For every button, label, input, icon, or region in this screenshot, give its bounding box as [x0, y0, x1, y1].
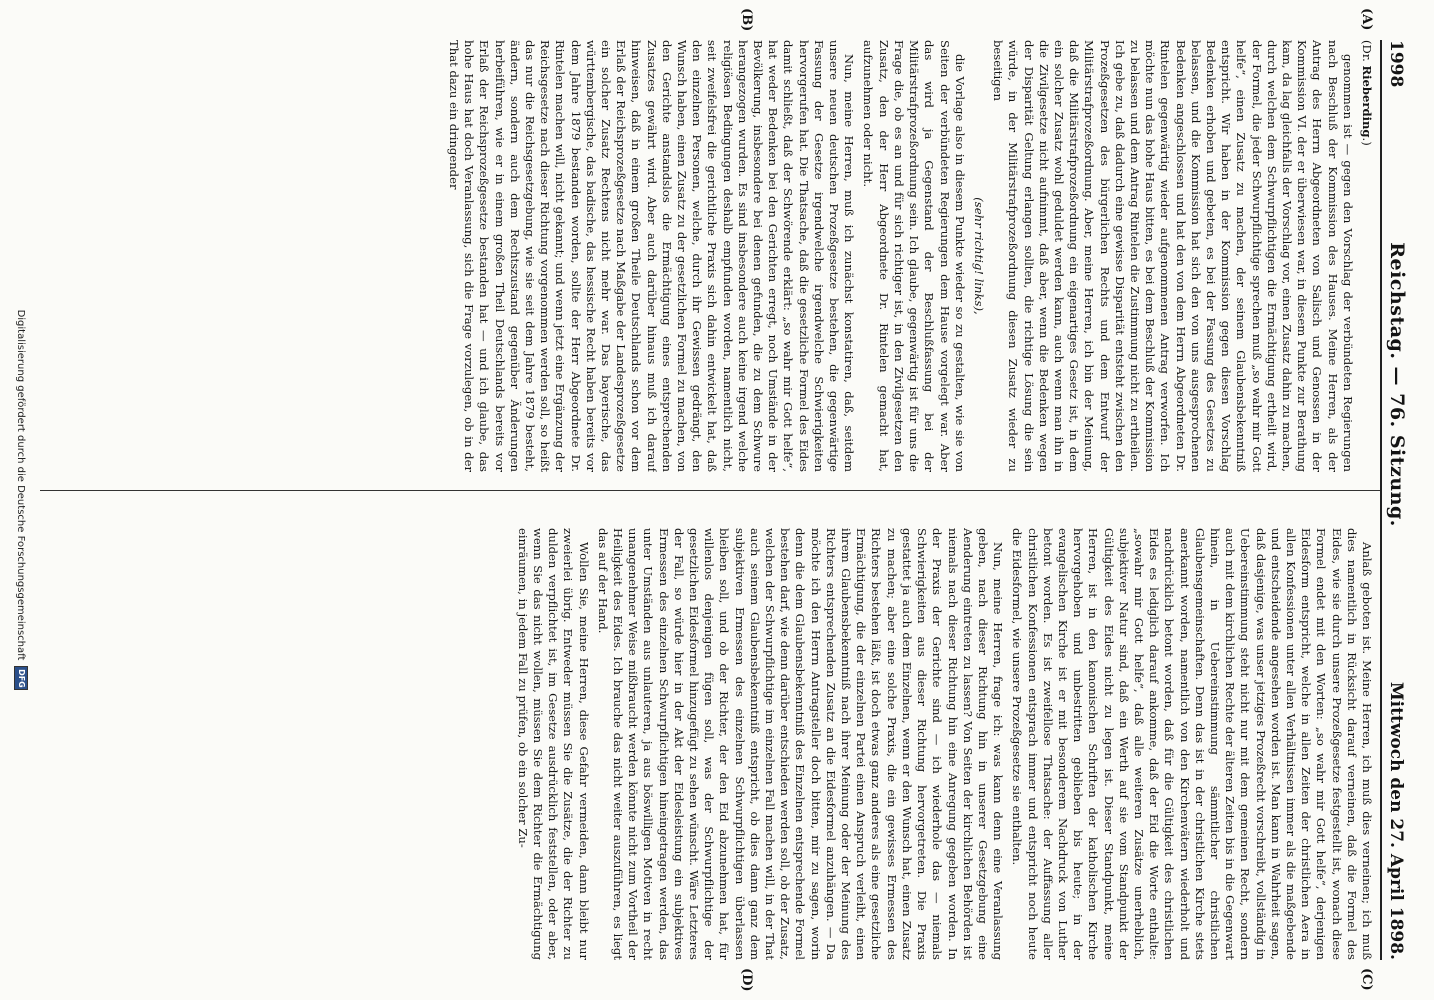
digitization-credit: Digitalisierung gefördert durch die Deutsche Forschungsgemeinschaft	[15, 309, 27, 661]
margin-marker-a: (A)	[1359, 8, 1374, 31]
page-footer	[8, 0, 34, 1000]
page-header	[1380, 40, 1420, 960]
left-paragraph-3: Nun, meine Herren, muß ich zunächst konstatiren, daß, seitdem unsere neuen deutschen Prozeßgesetze bestehen, die gegenwärtige Fassung der Gesetze irgendwelche irgendwelche Schwierigkeiten hervorgerufen hat. Die Thatsache, daß die gesetzliche Formel des Eides damit schließt, daß der Schwörende erklärt: „so wahr mir Gott helfe“, hat weder Bedenken bei den Gerichten erregt, noch Umstände in der Bevölkerung, insbesondere bei denen gefunden, die zu dem Schwure herangezogen wurden. Es sind insbesondere auch keine irgend welche religiösen Bedingungen deshalb empfunden worden, namentlich nicht, seit zweifelsfrei die gerichtliche Praxis sich dahin entwickelt hat, daß den einzelnen Personen, welche, durch ihr Gewissen gedrängt, den Wunsch haben, einen Zusatz zu der gesetzlichen Formel zu machen, von den Gerichte anstandslos die Ermächtigung eines entsprechenden Zusatzes gewährt wird. Aber auch darüber hinaus muß ich darauf hinweisen, daß in einem großen Theile Deutschlands schon vor dem Erlaß der Reichsprozeßgesetze nach Maßgabe der Landesprozeßgesetze ein solcher Zusatz Rechtens nicht mehr war. Das bayerische, das württembergische, das badische, das hessische Recht haben bereits vor dem Jahre 1879 bestanden worden, sollte der Herr Abgeordnete Dr. Rintelen machen will, nicht gekannt; und wenn jetzt eine Ergänzung der Reichsgesetze nach dieser Richtung vorgenommen werden soll, so heißt das nur die Reichsgesetzgebung, wie sie seit dem Jahre 1879 besteht, ändern, sondern auch dem Rechtszustand gegenüber Änderungen herbeiführen, wie er in einem großen Theil Deutschlands bereits vor Erlaß der Reichsprozeßgesetze bestanden hat — und ich glaube, das hohe Haus hat doch Veranlassung, sich die Frage vorzulegen, ob in der That dazu ein dringender	[447, 40, 857, 472]
left-paragraph-1: genommen ist — gegen den Vorschlag der verbündeten Regierungen nach Beschluß der Kommission des Hauses. Meine Herren, als der Antrag des Herrn Abgeordneten von Salisch und Genossen in der Kommission VI. der er überwiesen war, in diesem Punkte zur Berathung kam, da lag gleichfalls der Vorschlag vor, einen Zusatz dahin zu machen, durch welchen dem Schwurpflichtigen die Ermächtigung ertheilt wird, der Formel, die jeder Schwurpflichtige sprechen muß „so wahr mir Gott helfe“, einen Zusatz zu machen, der seinem Glaubensbekenntniß entspricht. Wir haben in der Kommission gegen diesen Vorschlag Bedenken erhoben und gebeten, es bei der Fassung des Gesetzes zu belassen, und die Kommission hat sich den von uns ausgesprochenen Bedenken angeschlossen und hat den von dem Herrn Abgeordneten Dr. Rintelen gegenwärtig wieder aufgenommenen Antrag verworfen. Ich möchte nun das hohe Haus bitten, es bei dem Beschluß der Kommission zu belassen und dem Antrag Rintelen die Zustimmung nicht zu ertheilen. Ich gebe zu, daß dadurch eine gewisse Disparität entsteht zwischen den Prozeßgesetzen des bürgerlichen Rechts und dem Entwurf der Militärstrafprozeßordnung. Aber, meine Herren, ich bin der Meinung, daß die Militärstrafprozeßordnung ein eigenartiges Gesetz ist, in dem ein solcher Zusatz wohl geduldet werden kann, auch wenn man ihn in die Zivilgesetze nicht aufnimmt, daß aber, wenn die Bedenken wegen der Disparität Geltung erlangen sollten, die richtige Lösung die sein würde, in der Militärstrafprozeßordnung diesen Zusatz wieder zu beseitigen	[991, 40, 1355, 472]
left-interjection: (sehr richtig! links),	[971, 197, 986, 315]
speaker-suffix: .)	[1360, 137, 1374, 146]
column-divider	[40, 490, 1380, 491]
left-paragraph-2: die Vorlage also in diesem Punkte wieder so zu gestalten, wie sie von Seiten der verbündeten Regierungen dem Hause vorgelegt war. Aber das wird ja Gegenstand der Beschlußfassung bei der Militärstrafprozeßordnung sein. Ich glaube, gegenwärtig ist für uns die Frage die, ob es an und für sich richtiger ist, in den Zivilgesetzen den Zusatz, den der Herr Abgeordnete Dr. Rintelen gemacht hat, aufzunehmen oder nicht.	[861, 40, 967, 472]
dfg-logo: DFG	[14, 666, 28, 690]
speaker-prefix: (Dr.	[1360, 40, 1374, 66]
running-title: Reichstag. — 76. Sitzung.	[1386, 242, 1408, 527]
right-paragraph-3: Wollen Sie, meine Herren, diese Gefahr vermeiden, dann bleibt nur zweierlei übrig. Entweder müssen Sie die Zusätze, die der Richter zu dulden verpflichtet ist, im Gesetze ausdrücklich feststellen, oder aber, wenn Sie das nicht wollen, müssen Sie dem Richter die Ermächtigung einräumen, in jedem Fall zu prüfen, ob ein solcher Zu-	[515, 528, 591, 960]
right-column	[56, 528, 1374, 960]
left-column	[56, 40, 1374, 472]
speaker-name: Rieberding	[1360, 65, 1374, 138]
right-paragraph-2: Nun, meine Herren, frage ich: was kann denn eine Veranlassung geben, nach dieser Richtung hin in unserer Gesetzgebung eine Aenderung eintreten zu lassen? Von Seiten der kirchlichen Behörden ist niemals nach dieser Richtung hin eine Anregung gegeben worden. In der Praxis der Gerichte sind — ich wiederhole das — niemals Schwierigkeiten aus dieser Richtung hervorgetreten. Die Praxis gestattet ja auch dem Einzelnen, wenn er den Wunsch hat, einen Zusatz zu machen; aber eine solche Praxis, die ein gewisses Ermessen des Richters bestehen läßt, ist doch etwas ganz anderes als eine gesetzliche Ermächtigung, die der einzelnen Partei einen Anspruch verleiht, einen ihrem Glaubensbekenntniß nach ihrer Meinung oder der Meinung des Richters entsprechenden Zusatz an die Eidesformel anzuhängen. — Da möchte ich den Herrn Antragsteller doch bitten, mir zu sagen, worin denn die dem Glaubensbekenntniß des Einzelnen entsprechende Formel bestehen darf, wie denn darüber entschieden werden soll, ob der Zusatz, welchen der Schwurpflichtige im einzelnen Fall machen will, in der That auch seinem Glaubensbekenntniß entspricht, ob dies dann ganz dem subjektiven Ermessen des einzelnen Schwurpflichtigen überlassen bleiben soll, und ob der Richter, der den Eid abzunehmen hat, für willenlos denjenigen fügen soll, was der Schwurpflichtige der gesetzlichen Eidesformel hinzugefügt zu sehen wünscht. Wäre Letzteres der Fall, so würde hier in der Akt der Eidesleistung ein subjektives Ermessen des einzelnen Schwurpflichtigen hineingetragen werden, das unter Umständen aus unlauteren, ja aus böswilligen Motiven in recht unangenehmer Weise mißbraucht werden könnte nicht zum Vortheil der Heiligkeit des Eides. Ich brauche das nicht weiter auszuführen, es liegt das auf der Hand.	[595, 528, 1006, 960]
page-number: 1998	[1386, 40, 1406, 88]
margin-marker-c: (C)	[1359, 968, 1374, 991]
margin-marker-b: (B)	[739, 8, 754, 32]
speaker-line	[1359, 40, 1374, 472]
session-date: Mittwoch den 27. April 1898.	[1386, 681, 1406, 960]
right-paragraph-1: Anlaß geboten ist. Meine Herren, ich muß dies verneinen; ich muß dies namentlich in Rücksicht darauf verneinen, daß die Formel des Eides, wie sie durch unsere Prozeßgesetze festgestellt ist, wonach diese Formel endet mit den Worten: „so wahr mir Gott helfe“, derjenigen Eidesform entspricht, welche in allen Zeiten der christlichen Aera in allen Konfessionen unter allen Verhältnissen immer als die maßgebende und entscheidende angesehen worden ist. Man kann in Wahrheit sagen, daß dasjenige, was unser jetziges Prozeßrecht vorschreibt, vollständig in Uebereinstimmung steht nicht nur mit dem gemeinen Recht, sondern auch mit dem kirchlichen Rechte der älteren Zeiten bis in die Gegenwart hinein, in Uebereinstimmung sämmtlicher christlichen Glaubensgemeinschaften. Denn das ist in der christlichen Kirche stets anerkannt worden, namentlich von den Kirchenvätern wiederholt und nachdrücklich betont worden, daß für die Gültigkeit des christlichen Eides es lediglich darauf ankomme, daß der Eid die Worte enthalte: „sowahr mir Gott helfe“, daß alle weiteren Zusätze unerheblich, subjektiver Natur sind, daß ein Werth auf sie vom Standpunkt der Gültigkeit des Eides nicht zu legen ist. Dieser Standpunkt, meine Herren, ist in den kanonischen Schriften der katholischen Kirche hervorgehoben und unbestritten geblieben bis heute; in der evangelischen Kirche ist er mit besonderem Nachdruck von Luther betont worden. Es ist zweifellose Thatsache: der Auffassung aller christlichen Konfessionen entsprach immer und entspricht noch heute die Eidesformel, wie unsere Prozeßgesetze sie enthalten.	[1010, 528, 1374, 960]
margin-marker-d: (D)	[739, 968, 754, 992]
